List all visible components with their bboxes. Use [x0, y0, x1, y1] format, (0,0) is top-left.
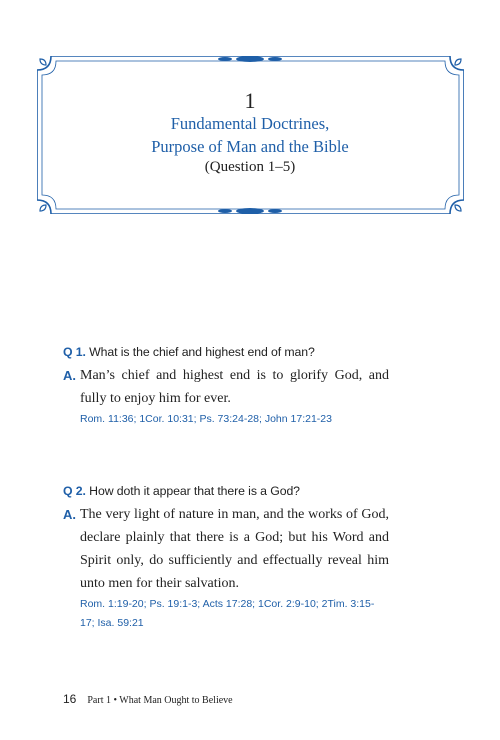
chapter-title: [0, 112, 500, 158]
answer-1-text: Man’s chief and highest end is to glorify God, and fully to enjoy him for ever.: [80, 368, 389, 406]
answer-1-label: A.: [63, 368, 76, 383]
page-number: 16: [63, 692, 77, 706]
question-2-text: How doth it appear that there is a God?: [89, 484, 300, 498]
question-1: [63, 345, 389, 359]
question-1-text: What is the chief and highest end of man?: [89, 345, 315, 359]
chapter-question-range: (Question 1–5): [204, 159, 296, 175]
answer-2-label: A.: [63, 507, 76, 522]
question-2: [63, 484, 389, 498]
page-footer: [63, 690, 233, 708]
answer-2-text: The very light of nature in man, and the works of God, declare plainly that there is a God; but his Word and Spirit only, do sufficiently and effectually reveal him unto men for their salvation.: [80, 507, 389, 591]
qa-block-2: [63, 484, 389, 633]
running-head: Part 1 • What Man Ought to Believe: [87, 695, 233, 706]
chapter-title-line-2: Purpose of Man and the Bible: [151, 137, 349, 156]
chapter-number: 1: [244, 88, 256, 113]
question-1-label: Q 1.: [63, 345, 86, 359]
question-2-label: Q 2.: [63, 484, 86, 498]
answer-1-references: Rom. 11:36; 1Cor. 10:31; Ps. 73:24-28; John 17:21-23: [80, 413, 332, 425]
answer-2-references: Rom. 1:19-20; Ps. 19:1-3; Acts 17:28; 1Cor. 2:9-10; 2Tim. 3:15-17; Isa. 59:21: [80, 598, 375, 629]
answer-1: [63, 364, 389, 410]
chapter-title-line-1: Fundamental Doctrines,: [170, 114, 330, 133]
answer-2: [63, 503, 389, 595]
qa-block-1: [63, 345, 389, 429]
